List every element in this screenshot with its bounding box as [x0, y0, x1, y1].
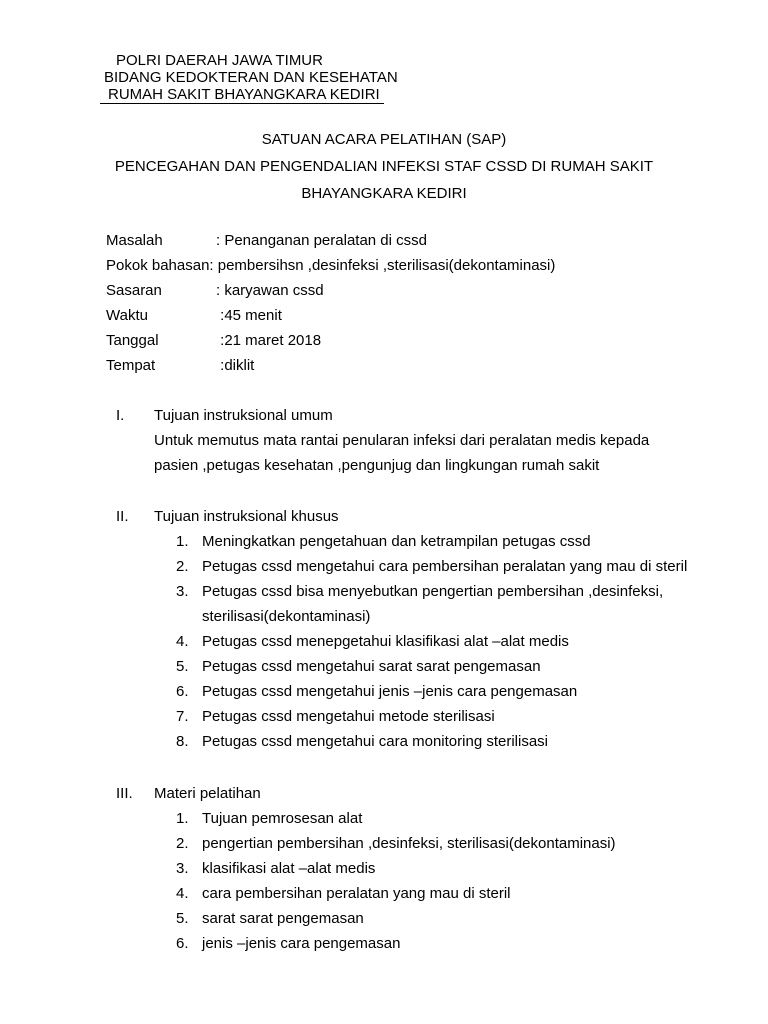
info-value: : Penanganan peralatan di cssd	[216, 232, 427, 249]
list-item-text: klasifikasi alat –alat medis	[202, 860, 376, 877]
list-item-text: jenis –jenis cara pengemasan	[202, 935, 401, 952]
info-row-sasaran	[106, 278, 555, 303]
info-value: :21 maret 2018	[216, 332, 322, 349]
list-item-text: Petugas cssd mengetahui metode sterilisasi	[202, 708, 495, 725]
section-tujuan-umum	[106, 403, 649, 478]
section-heading	[106, 781, 616, 806]
list-item-number: 4.	[176, 885, 189, 902]
letterhead	[104, 52, 404, 103]
list-item-number: 2.	[176, 558, 189, 575]
title-line-1: SATUAN ACARA PELATIHAN (SAP)	[261, 131, 507, 148]
info-value: :45 menit	[216, 307, 282, 324]
list-item-text: cara pembersihan peralatan yang mau di steril	[202, 885, 511, 902]
list-item	[176, 729, 687, 754]
list-item-number: 2.	[176, 835, 189, 852]
list-item-text-continued: sterilisasi(dekontaminasi)	[202, 608, 371, 625]
info-value: :diklit	[216, 357, 255, 374]
section-numeral: II.	[116, 508, 129, 525]
info-label: Tanggal	[106, 332, 159, 349]
info-label: Sasaran	[106, 282, 162, 299]
info-label: Masalah	[106, 232, 163, 249]
list-item-number: 8.	[176, 733, 189, 750]
session-info	[106, 228, 555, 378]
list-item-number: 5.	[176, 910, 189, 927]
title-line-2: PENCEGAHAN DAN PENGENDALIAN INFEKSI STAF CSSD DI RUMAH SAKIT	[114, 158, 654, 175]
list-item-text: Petugas cssd mengetahui cara monitoring sterilisasi	[202, 733, 549, 750]
section-heading	[106, 504, 687, 529]
list-item	[176, 806, 616, 831]
list-item-number: 4.	[176, 633, 189, 650]
list-item	[176, 579, 687, 629]
list-item-number: 3.	[176, 583, 189, 600]
section-title: Materi pelatihan	[154, 785, 261, 802]
materials-list	[106, 806, 616, 956]
list-item-text: pengertian pembersihan ,desinfeksi, sterilisasi(dekontaminasi)	[202, 835, 616, 852]
section-title: Tujuan instruksional khusus	[154, 508, 339, 525]
section-tujuan-khusus	[106, 504, 687, 754]
list-item-text: Petugas cssd mengetahui sarat sarat pengemasan	[202, 658, 541, 675]
section-text-line-2: pasien ,petugas kesehatan ,pengunjug dan lingkungan rumah sakit	[154, 457, 600, 474]
section-text	[106, 428, 649, 478]
list-item	[176, 554, 687, 579]
title-line-3: BHAYANGKARA KEDIRI	[301, 185, 467, 202]
info-label: Waktu	[106, 307, 148, 324]
list-item	[176, 704, 687, 729]
document-title	[0, 126, 768, 207]
info-label: Pokok bahasan:	[106, 257, 214, 274]
list-item	[176, 856, 616, 881]
list-item-text: Meningkatkan pengetahuan dan ketrampilan petugas cssd	[202, 533, 591, 550]
objectives-list	[106, 529, 687, 754]
letterhead-line-1: POLRI DAERAH JAWA TIMUR	[116, 52, 323, 69]
letterhead-line-3: RUMAH SAKIT BHAYANGKARA KEDIRI	[100, 86, 384, 104]
list-item	[176, 881, 616, 906]
list-item-number: 3.	[176, 860, 189, 877]
info-row-tanggal	[106, 328, 555, 353]
list-item-number: 5.	[176, 658, 189, 675]
section-text-line-1: Untuk memutus mata rantai penularan infeksi dari peralatan medis kepada	[154, 432, 650, 449]
section-title: Tujuan instruksional umum	[154, 407, 333, 424]
list-item	[176, 931, 616, 956]
list-item-text: Petugas cssd mengetahui jenis –jenis cara pengemasan	[202, 683, 578, 700]
list-item	[176, 654, 687, 679]
list-item	[176, 529, 687, 554]
list-item-number: 6.	[176, 683, 189, 700]
list-item-text: sarat sarat pengemasan	[202, 910, 364, 927]
info-row-pokok-bahasan	[106, 253, 555, 278]
list-item	[176, 906, 616, 931]
list-item-number: 7.	[176, 708, 189, 725]
section-numeral: III.	[116, 785, 133, 802]
letterhead-line-2: BIDANG KEDOKTERAN DAN KESEHATAN	[104, 69, 398, 86]
section-numeral: I.	[116, 407, 125, 424]
list-item-number: 1.	[176, 810, 189, 827]
info-row-masalah	[106, 228, 555, 253]
info-row-waktu	[106, 303, 555, 328]
list-item-text: Tujuan pemrosesan alat	[202, 810, 363, 827]
list-item	[176, 831, 616, 856]
list-item	[176, 679, 687, 704]
info-value: : karyawan cssd	[216, 282, 324, 299]
list-item-number: 1.	[176, 533, 189, 550]
info-label: Tempat	[106, 357, 156, 374]
list-item-text: Petugas cssd mengetahui cara pembersihan peralatan yang mau di steril	[202, 558, 688, 575]
list-item-text: Petugas cssd menepgetahui klasifikasi alat –alat medis	[202, 633, 569, 650]
info-value: pembersihsn ,desinfeksi ,sterilisasi(dekontaminasi)	[213, 257, 556, 274]
info-row-tempat	[106, 353, 555, 378]
list-item	[176, 629, 687, 654]
list-item-number: 6.	[176, 935, 189, 952]
section-materi-pelatihan	[106, 781, 616, 956]
list-item-text: Petugas cssd bisa menyebutkan pengertian pembersihan ,desinfeksi,	[202, 583, 664, 600]
section-heading	[106, 403, 649, 428]
